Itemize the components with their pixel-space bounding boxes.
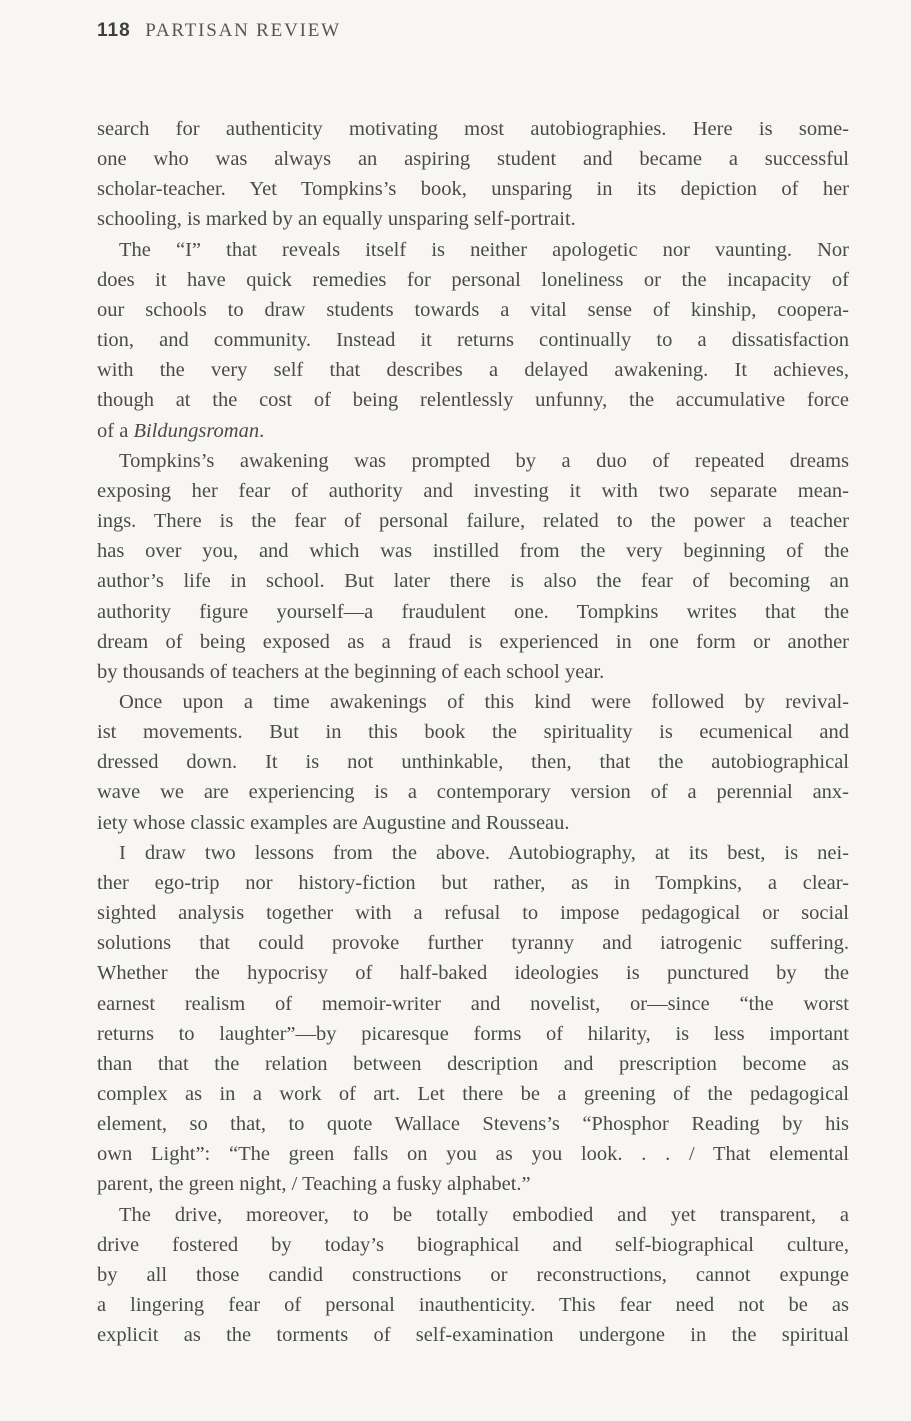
- text-line: one who was always an aspiring student and became a successful: [97, 148, 849, 171]
- text-line: author’s life in school. But later there is also the fear of becoming an: [97, 570, 849, 593]
- text-line: explicit as the torments of self-examination undergone in the spiritual: [97, 1324, 849, 1347]
- text-line: dream of being exposed as a fraud is experienced in one form or another: [97, 630, 849, 653]
- text-line: sighted analysis together with a refusal to impose pedagogical or social: [97, 902, 849, 925]
- text-fragment: of a: [97, 419, 134, 442]
- paragraph-2: [97, 235, 849, 446]
- text-line: ings. There is the fear of personal failure, related to the power a teacher: [97, 510, 849, 533]
- text-line: The “I” that reveals itself is neither apologetic nor vaunting. Nor: [119, 238, 849, 261]
- text-line: I draw two lessons from the above. Autobiography, at its best, is nei-: [119, 841, 849, 864]
- paragraph-5: [97, 838, 849, 1200]
- running-header: [97, 20, 341, 42]
- text-line: earnest realism of memoir-writer and novelist, or—since “the worst: [97, 992, 849, 1015]
- body-text: [97, 114, 849, 1350]
- text-line: parent, the green night, / Teaching a fusky alphabet.”: [97, 1173, 531, 1196]
- page-number: 118: [97, 20, 131, 41]
- text-line: though at the cost of being relentlessly unfunny, the accumulative force: [97, 389, 849, 412]
- paragraph-6: [97, 1200, 849, 1351]
- text-line: search for authenticity motivating most autobiographies. Here is some-: [97, 118, 849, 140]
- text-line: element, so that, to quote Wallace Stevens’s “Phosphor Reading by his: [97, 1113, 849, 1136]
- text-line: scholar-teacher. Yet Tompkins’s book, unsparing in its depiction of her: [97, 178, 849, 201]
- text-line: by thousands of teachers at the beginning of each school year.: [97, 660, 605, 683]
- text-line: returns to laughter”—by picaresque forms of hilarity, is less important: [97, 1022, 849, 1045]
- paragraph-4: [97, 687, 849, 838]
- text-line: wave we are experiencing is a contemporary version of a perennial anx-: [97, 781, 849, 804]
- text-line: than that the relation between description and prescription become as: [97, 1052, 849, 1075]
- paragraph-1: [97, 114, 849, 235]
- text-line: own Light”: “The green falls on you as you look. . . / That elemental: [97, 1143, 849, 1166]
- text-line: complex as in a work of art. Let there be a greening of the pedagogical: [97, 1083, 849, 1105]
- italic-title: Bildungsroman: [133, 419, 260, 442]
- text-line: dressed down. It is not unthinkable, then, that the autobiographical: [97, 751, 849, 774]
- text-line: [97, 416, 849, 446]
- text-line: iety whose classic examples are Augustine and Rousseau.: [97, 811, 570, 834]
- text-fragment: .: [259, 419, 265, 442]
- text-line: solutions that could provoke further tyranny and iatrogenic suffering.: [97, 932, 849, 955]
- text-line: exposing her fear of authority and investing it with two separate mean-: [97, 479, 849, 502]
- text-line: Once upon a time awakenings of this kind were followed by revival-: [119, 690, 849, 713]
- text-line: with the very self that describes a delayed awakening. It achieves,: [97, 359, 849, 382]
- text-line: ist movements. But in this book the spirituality is ecumenical and: [97, 721, 849, 744]
- text-line: our schools to draw students towards a vital sense of kinship, coopera-: [97, 298, 849, 321]
- text-line: a lingering fear of personal inauthenticity. This fear need not be as: [97, 1294, 849, 1317]
- text-line: The drive, moreover, to be totally embodied and yet transparent, a: [119, 1203, 849, 1226]
- text-line: schooling, is marked by an equally unsparing self-portrait.: [97, 208, 576, 231]
- paragraph-3: [97, 446, 849, 687]
- journal-title: PARTISAN REVIEW: [145, 20, 341, 41]
- text-line: Tompkins’s awakening was prompted by a duo of repeated dreams: [119, 449, 849, 472]
- text-line: Whether the hypocrisy of half-baked ideologies is punctured by the: [97, 962, 849, 985]
- text-line: by all those candid constructions or reconstructions, cannot expunge: [97, 1263, 849, 1286]
- text-line: does it have quick remedies for personal loneliness or the incapacity of: [97, 268, 849, 291]
- text-line: ther ego-trip nor history-fiction but rather, as in Tompkins, a clear-: [97, 871, 849, 894]
- text-line: drive fostered by today’s biographical and self-biographical culture,: [97, 1233, 849, 1256]
- text-line: tion, and community. Instead it returns continually to a dissatisfaction: [97, 329, 849, 352]
- text-line: authority figure yourself—a fraudulent one. Tompkins writes that the: [97, 600, 849, 623]
- text-line: has over you, and which was instilled from the very beginning of the: [97, 540, 849, 563]
